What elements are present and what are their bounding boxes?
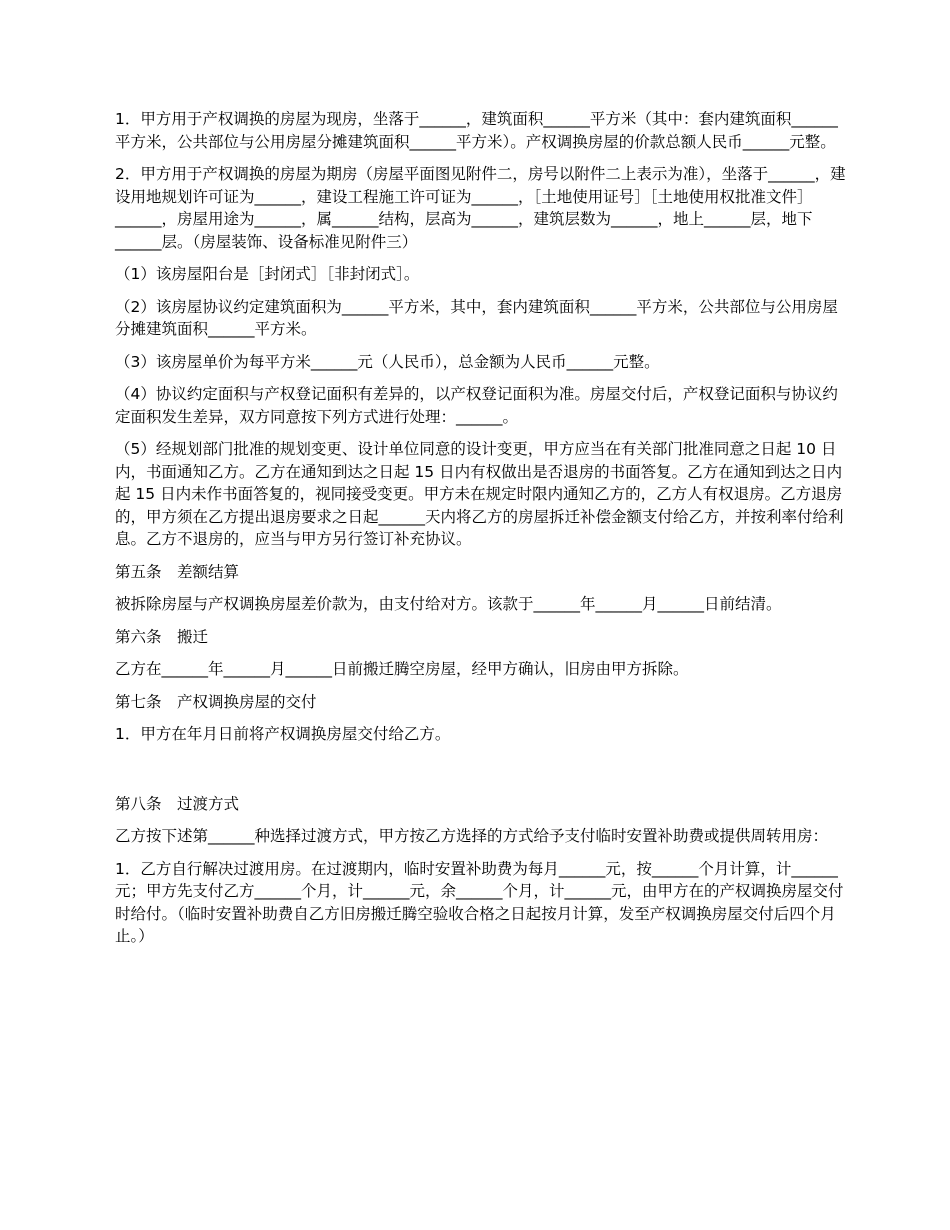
document-page bbox=[115, 108, 850, 958]
article-8-item-1: 1．乙方自行解决过渡用房。在过渡期内，临时安置补助费为每月______元，按______个月计算，计______元；甲方先支付乙方______个月，计______元，余______个月，计______元，由甲方在的产权调换房屋交付时给付。（临时安置补助费自乙方旧房搬迁腾空验收合格之日起按月计算，发至产权调换房屋交付后四个月止。） bbox=[115, 859, 844, 945]
article-7-heading: 第七条 产权调换房屋的交付 bbox=[115, 692, 317, 711]
clause-subitem-2-area: （2）该房屋协议约定建筑面积为______平方米，其中，套内建筑面积______平方米，公共部位与公用房屋分摊建筑面积______平方米。 bbox=[115, 297, 838, 338]
article-8-intro: 乙方按下述第______种选择过渡方式，甲方按乙方选择的方式给予支付临时安置补助费或提供周转用房： bbox=[115, 827, 829, 845]
clause-subitem-4-area-difference: （4）协议约定面积与产权登记面积有差异的，以产权登记面积为准。房屋交付后，产权登记面积与协议约定面积发生差异，双方同意按下列方式进行处理：______。 bbox=[115, 385, 838, 426]
clause-subitem-3-price: （3）该房屋单价为每平方米______元（人民币），总金额为人民币______元整。 bbox=[115, 352, 660, 371]
clause-item-1-existing-house: 1．甲方用于产权调换的房屋为现房，坐落于______，建筑面积______平方米（其中：套内建筑面积______平方米，公共部位与公用房屋分摊建筑面积______平方米）。产权调换房屋的价款总额人民币______元整。 bbox=[115, 110, 838, 151]
article-7-item-1: 1．甲方在年月日前将产权调换房屋交付给乙方。 bbox=[115, 725, 451, 743]
blank-spacer bbox=[115, 756, 850, 793]
article-8-heading: 第八条 过渡方式 bbox=[115, 794, 240, 813]
clause-subitem-5-design-change: （5）经规划部门批准的规划变更、设计单位同意的设计变更，甲方应当在有关部门批准同意之日起 10 日内，书面通知乙方。乙方在通知到达之日起 15 日内有权做出是否退房的书面答复。乙方在通知到达之日内起 15 日内未作书面答复的，视同接受变更。甲方未在规定时限内通知乙方的，乙方人有权退房。乙方退房的，甲方须在乙方提出退房要求之日起______天内将乙方的房屋拆迁补偿金额支付给乙方，并按利率付给利息。乙方不退房的，应当与甲方另行签订补充协议。 bbox=[115, 440, 844, 548]
article-6-heading: 第六条 搬迁 bbox=[115, 627, 209, 646]
article-6-body: 乙方在______年______月______日前搬迁腾空房屋，经甲方确认，旧房由甲方拆除。 bbox=[115, 660, 689, 678]
article-5-heading: 第五条 差额结算 bbox=[115, 562, 240, 581]
clause-subitem-1-balcony: （1）该房屋阳台是［封闭式］［非封闭式］。 bbox=[115, 265, 420, 283]
clause-item-2-future-house: 2．甲方用于产权调换的房屋为期房（房屋平面图见附件二，房号以附件二上表示为准），坐落于______，建设用地规划许可证为______，建设工程施工许可证为______，［土地使用证号］［土地使用权批准文件］______，房屋用途为______，属______结构，层高为______，建筑层数为______，地上______层，地下______层。（房屋装饰、设备标准见附件三） bbox=[115, 165, 846, 251]
article-5-body: 被拆除房屋与产权调换房屋差价款为，由支付给对方。该款于______年______月______日前结清。 bbox=[115, 595, 782, 613]
